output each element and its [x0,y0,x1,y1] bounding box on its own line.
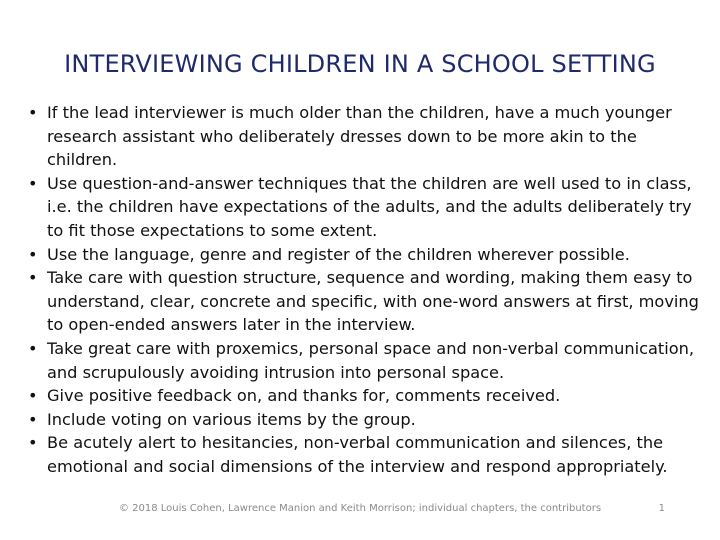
list-item [28,408,700,432]
list-item [28,431,700,478]
bullet-text: If the lead interviewer is much older than the children, have a much younger research assistant who deliberately dresses down to be more akin to the children. [47,103,672,170]
list-item [28,384,700,408]
bullet-icon: • [28,409,38,429]
list-item [28,337,700,384]
bullet-icon: • [28,103,38,122]
bullet-text: Take care with question structure, sequence and wording, making them easy to understand, clear, concrete and specific, with one-word answers at first, moving to open-ended answers later in the interview. [47,268,699,335]
bullet-list [28,101,700,479]
bullet-text: Give positive feedback on, and thanks for, comments received. [47,386,561,406]
bullet-text: Use question-and-answer techniques that the children are well used to in class, i.e. the children have expectations of the adults, and the adults deliberately try to fit those expectations to some extent. [47,173,692,240]
slide-title: INTERVIEWING CHILDREN IN A SCHOOL SETTING [64,50,656,78]
bullet-icon: • [28,173,38,193]
page-number: 1 [658,503,665,514]
bullet-icon: • [28,268,38,288]
bullet-text: Include voting on various items by the group. [47,409,416,429]
copyright-footer: © 2018 Louis Cohen, Lawrence Manion and Keith Morrison; individual chapters, the contributors [118,503,602,514]
bullet-icon: • [28,386,38,406]
list-item [28,266,700,337]
bullet-text: Use the language, genre and register of the children wherever possible. [47,244,630,264]
bullet-text: Be acutely alert to hesitancies, non-verbal communication and silences, the emotional and social dimensions of the interview and respond appropriately. [47,433,668,476]
list-item [28,243,700,267]
bullet-icon: • [28,244,38,264]
bullet-text: Take great care with proxemics, personal space and non-verbal communication, and scrupulously avoiding intrusion into personal space. [47,338,695,382]
bullet-icon: • [28,338,38,358]
list-item [28,101,700,172]
list-item [28,172,700,243]
bullet-icon: • [28,433,38,453]
